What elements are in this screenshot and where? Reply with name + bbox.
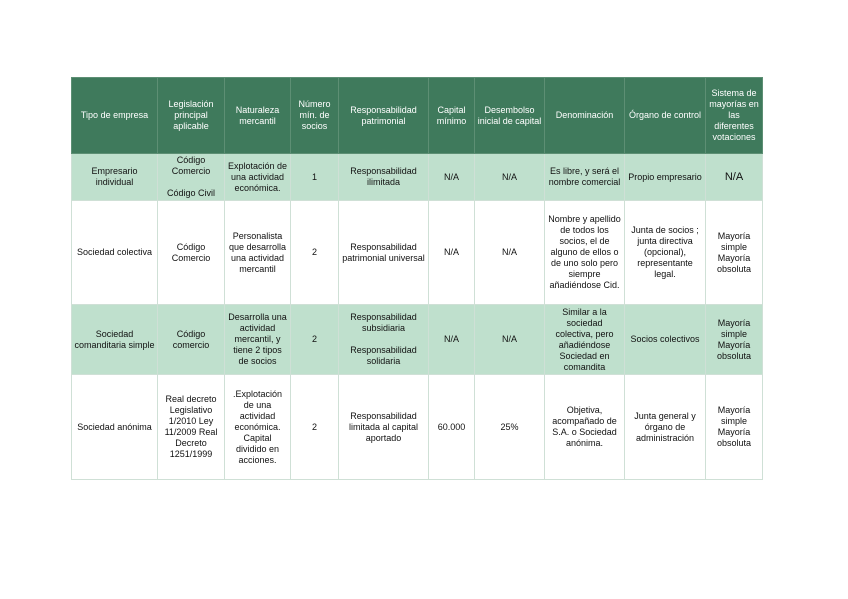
tipo-cell: Sociedad anónima	[72, 375, 158, 480]
denominacion-cell: Objetiva, acompañado de S.A. o Sociedad anónima.	[545, 375, 625, 480]
organo-cell: Junta general y órgano de administración	[625, 375, 706, 480]
denominacion-cell: Es libre, y será el nombre comercial	[545, 154, 625, 201]
header-cell: Legislación principal aplicable	[158, 78, 225, 154]
table-row	[72, 154, 763, 201]
spacer	[341, 334, 426, 345]
legislacion-cell: Código Comercio	[158, 201, 225, 305]
header-cell: Número mín. de socios	[291, 78, 339, 154]
responsabilidad-line: Responsabilidad subsidiaria	[350, 312, 417, 333]
tipo-cell: Empresario individual	[72, 154, 158, 201]
socios-cell: 2	[291, 305, 339, 375]
desembolso-cell: N/A	[475, 305, 545, 375]
desembolso-cell: 25%	[475, 375, 545, 480]
socios-cell: 2	[291, 201, 339, 305]
desembolso-cell: N/A	[475, 154, 545, 201]
organo-cell: Junta de socios ; junta directiva (opcional), representante legal.	[625, 201, 706, 305]
header-cell: Sistema de mayorías en las diferentes votaciones	[706, 78, 763, 154]
naturaleza-cell: Personalista que desarrolla una actividad mercantil	[225, 201, 291, 305]
header-row	[72, 78, 763, 154]
table-row	[72, 201, 763, 305]
organo-cell: Socios colectivos	[625, 305, 706, 375]
header-cell: Órgano de control	[625, 78, 706, 154]
socios-cell: 2	[291, 375, 339, 480]
denominacion-cell: Similar a la sociedad colectiva, pero añadiéndose Sociedad en comandita	[545, 305, 625, 375]
mayorias-cell: N/A	[706, 154, 763, 201]
responsabilidad-cell: Responsabilidad ilimitada	[339, 154, 429, 201]
table-row	[72, 375, 763, 480]
tipo-cell: Sociedad comanditaria simple	[72, 305, 158, 375]
table-row	[72, 305, 763, 375]
capital-cell: 60.000	[429, 375, 475, 480]
capital-cell: N/A	[429, 154, 475, 201]
organo-cell: Propio empresario	[625, 154, 706, 201]
tipo-cell: Sociedad colectiva	[72, 201, 158, 305]
header-cell: Tipo de empresa	[72, 78, 158, 154]
header-cell: Naturaleza mercantil	[225, 78, 291, 154]
header-cell: Responsabilidad patrimonial	[339, 78, 429, 154]
denominacion-cell: Nombre y apellido de todos los socios, el de alguno de ellos o de uno solo pero siempre añadiéndose Cid.	[545, 201, 625, 305]
legislacion-line: Código Comercio	[171, 155, 211, 176]
header-cell: Capital mínimo	[429, 78, 475, 154]
desembolso-cell: N/A	[475, 201, 545, 305]
responsabilidad-line: Responsabilidad solidaria	[350, 345, 417, 366]
socios-cell: 1	[291, 154, 339, 201]
legislacion-cell: Real decreto Legislativo 1/2010 Ley 11/2009 Real Decreto 1251/1999	[158, 375, 225, 480]
header-cell: Denominación	[545, 78, 625, 154]
legislacion-cell	[158, 154, 225, 201]
legislacion-cell: Código comercio	[158, 305, 225, 375]
responsabilidad-cell	[339, 305, 429, 375]
naturaleza-cell: Explotación de una actividad económica.	[225, 154, 291, 201]
responsabilidad-cell: Responsabilidad limitada al capital aportado	[339, 375, 429, 480]
capital-cell: N/A	[429, 305, 475, 375]
header-cell: Desembolso inicial de capital	[475, 78, 545, 154]
naturaleza-cell: .Explotación de una actividad económica. Capital dividido en acciones.	[225, 375, 291, 480]
responsabilidad-cell: Responsabilidad patrimonial universal	[339, 201, 429, 305]
capital-cell: N/A	[429, 201, 475, 305]
mayorias-cell: Mayoría simple Mayoría obsoluta	[706, 375, 763, 480]
spacer	[160, 177, 222, 188]
naturaleza-cell: Desarrolla una actividad mercantil, y tiene 2 tipos de socios	[225, 305, 291, 375]
comparison-table	[71, 77, 763, 480]
legislacion-line: Código Civil	[166, 188, 216, 198]
mayorias-cell: Mayoría simple Mayoría obsoluta	[706, 305, 763, 375]
mayorias-cell: Mayoría simple Mayoría obsoluta	[706, 201, 763, 305]
